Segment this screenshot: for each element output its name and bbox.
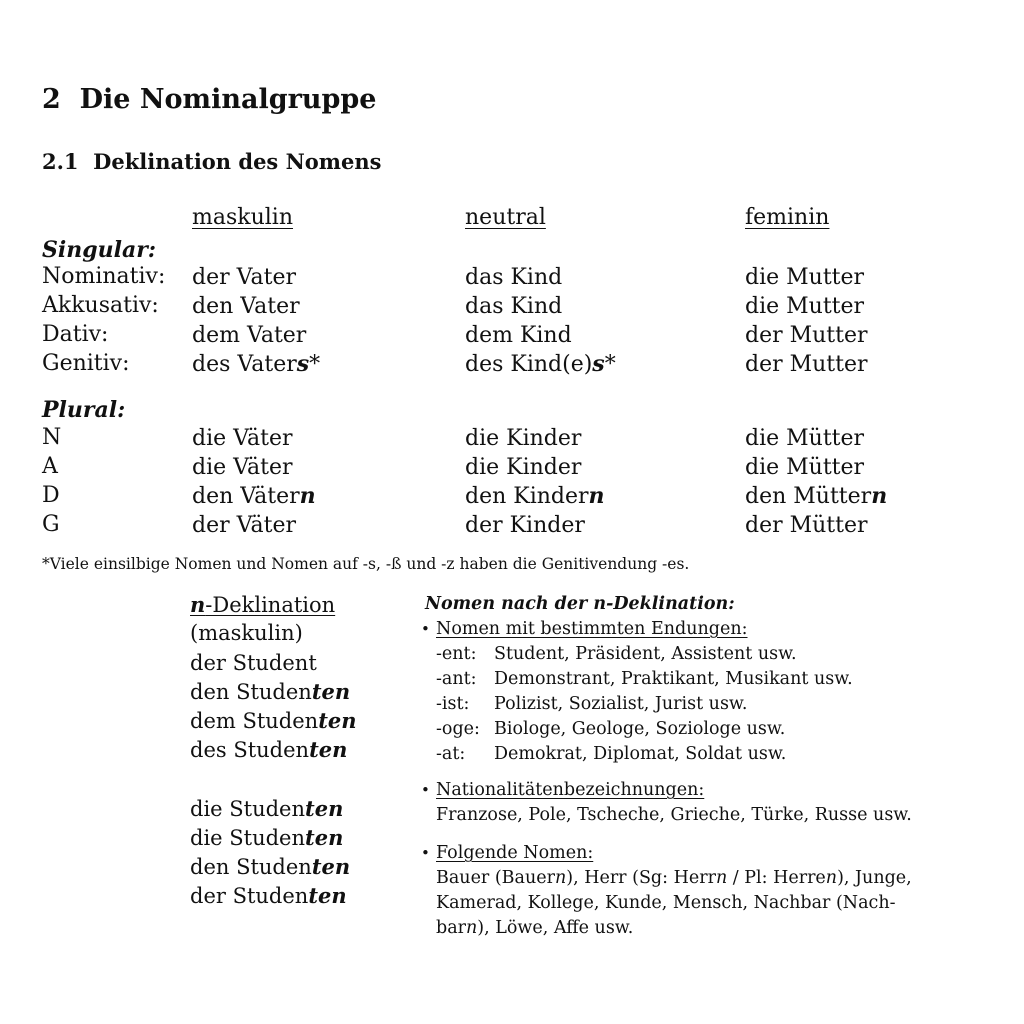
case-label: Nominativ: (42, 264, 166, 289)
noun-stem: das Kind (465, 294, 563, 319)
noun-stem: die Väter (192, 455, 293, 480)
noun-stem: der Väter (192, 513, 296, 538)
noun-ending: n (715, 868, 728, 888)
group-other-title: Folgende Nomen: (436, 843, 594, 863)
gender-header-masculine: maskulin (192, 205, 294, 230)
noun-form (465, 264, 562, 290)
noun-stem: des Vater (192, 352, 297, 377)
text-segment: / Pl: Herre (727, 868, 826, 888)
noun-ending: n (466, 918, 478, 938)
n-declension-gender: (maskulin) (190, 621, 303, 645)
text-segment: bar (436, 918, 467, 938)
case-label: Genitiv: (42, 351, 130, 376)
noun-stem: dem Vater (192, 323, 307, 348)
noun-ending: s (592, 351, 605, 377)
chapter-number: 2 (42, 84, 61, 115)
noun-form (465, 454, 581, 480)
noun-form (192, 512, 296, 538)
noun-ending: n (871, 483, 888, 509)
noun-stem: der Vater (192, 265, 296, 290)
noun-stem: den Mütter (745, 484, 872, 509)
noun-form (745, 454, 864, 480)
noun-form (192, 264, 296, 290)
n-declension-form (190, 825, 343, 850)
form-ending: ten (309, 737, 348, 762)
form-stem: der Studen (190, 884, 309, 908)
noun-form (745, 425, 864, 451)
noun-stem: den Vater (192, 294, 300, 319)
noun-stem: den Väter (192, 484, 300, 509)
n-declension-form (190, 796, 343, 821)
noun-stem: dem Kind (465, 323, 572, 348)
noun-stem: die Mütter (745, 426, 865, 451)
noun-form (465, 351, 616, 377)
form-stem: des Studen (190, 738, 310, 762)
noun-form (192, 293, 300, 319)
noun-ending: n (825, 868, 838, 888)
noun-form (465, 425, 581, 451)
form-ending: ten (318, 708, 357, 733)
group-nationalities-text: Franzose, Pole, Tscheche, Grieche, Türke, Russe usw. (436, 805, 912, 825)
noun-stem: die Mütter (745, 455, 865, 480)
noun-stem: der Mutter (745, 323, 868, 348)
section-heading (42, 149, 381, 174)
noun-stem: des Kind(e) (465, 352, 593, 377)
n-declension-form (190, 737, 347, 762)
n-nouns-title: Nomen nach der n-Deklination: (425, 594, 735, 614)
form-stem: der Student (190, 651, 317, 675)
form-stem: die Studen (190, 797, 306, 821)
noun-ending: s (296, 351, 310, 377)
noun-form (465, 322, 572, 348)
case-label: N (42, 425, 62, 450)
group-endings-title: Nomen mit bestimmten Endungen: (436, 619, 748, 639)
noun-stem: die Mutter (745, 294, 865, 319)
form-stem: dem Studen (190, 709, 319, 733)
noun-ending: n (554, 868, 567, 888)
case-label: A (42, 454, 58, 479)
n-declension-title-em: n (190, 592, 206, 617)
case-label: Dativ: (42, 322, 109, 347)
ending-examples: Student, Präsident, Assistent usw. (494, 644, 797, 664)
noun-ending: n (588, 483, 605, 509)
bullet-3: • (421, 844, 430, 862)
form-ending: ten (305, 825, 344, 850)
gender-header-neuter: neutral (465, 205, 546, 230)
text-segment: ), Herr (Sg: Herr (566, 868, 716, 888)
footnote-mark: * (309, 352, 321, 377)
footnote-mark: * (604, 352, 616, 377)
form-stem: den Studen (190, 855, 312, 879)
chapter-title: Die Nominalgruppe (79, 84, 377, 115)
noun-stem: der Kinder (465, 513, 585, 538)
noun-stem: der Mütter (745, 513, 868, 538)
text-segment: ), Junge, (837, 868, 912, 888)
noun-form (192, 454, 293, 480)
other-nouns-line (436, 918, 633, 938)
form-ending: ten (311, 679, 351, 704)
ending-examples: Biologe, Geologe, Soziologe usw. (494, 719, 786, 739)
noun-form (745, 322, 868, 348)
form-ending: ten (305, 796, 344, 821)
noun-stem: die Väter (192, 426, 293, 451)
noun-form (745, 293, 864, 319)
n-declension-form (190, 650, 317, 675)
n-declension-title-rest: -Deklination (205, 593, 336, 617)
section-number: 2.1 (42, 149, 79, 174)
ending-suffix: -at: (436, 744, 466, 764)
form-stem: den Studen (190, 680, 312, 704)
text-segment: ), Löwe, Affe usw. (477, 918, 634, 938)
noun-stem: den Kinder (465, 484, 589, 509)
ending-examples: Demonstrant, Praktikant, Musikant usw. (494, 669, 853, 689)
noun-form (192, 483, 316, 509)
noun-stem: der Mutter (745, 352, 868, 377)
noun-form (745, 264, 864, 290)
case-label: D (42, 483, 60, 508)
singular-label: Singular: (42, 237, 156, 263)
noun-form (745, 512, 868, 538)
ending-suffix: -oge: (436, 719, 480, 739)
ending-suffix: -ant: (436, 669, 477, 689)
noun-form (192, 322, 306, 348)
section-title: Deklination des Nomens (93, 149, 382, 174)
noun-form (745, 351, 868, 377)
text-segment: Bauer (Bauer (436, 868, 555, 888)
bullet-1: • (421, 620, 430, 638)
ending-examples: Polizist, Sozialist, Jurist usw. (494, 694, 748, 714)
noun-form (745, 483, 887, 509)
noun-form (192, 425, 293, 451)
noun-form (192, 351, 320, 377)
noun-form (465, 512, 585, 538)
n-declension-form (190, 883, 347, 908)
group-nationalities-title: Nationalitätenbezeichnungen: (436, 780, 705, 800)
form-ending: ten (308, 883, 347, 908)
form-stem: die Studen (190, 826, 306, 850)
form-ending: ten (311, 854, 351, 879)
noun-form (465, 293, 562, 319)
noun-form (465, 483, 605, 509)
ending-examples: Demokrat, Diplomat, Soldat usw. (494, 744, 787, 764)
footnote: *Viele einsilbige Nomen und Nomen auf -s, -ß und -z haben die Genitivendung -es. (42, 555, 690, 573)
text-segment: Kamerad, Kollege, Kunde, Mensch, Nachbar (Nach- (436, 893, 896, 913)
other-nouns-line (436, 868, 912, 888)
n-declension-form (190, 854, 350, 879)
n-declension-form (190, 708, 357, 733)
ending-suffix: -ent: (436, 644, 477, 664)
plural-label: Plural: (42, 397, 126, 423)
chapter-heading (42, 84, 376, 115)
noun-stem: das Kind (465, 265, 563, 290)
case-label: Akkusativ: (42, 293, 159, 318)
n-declension-title (190, 592, 335, 617)
bullet-2: • (421, 781, 430, 799)
n-declension-form (190, 679, 350, 704)
noun-stem: die Kinder (465, 455, 582, 480)
ending-suffix: -ist: (436, 694, 470, 714)
noun-stem: die Mutter (745, 265, 865, 290)
gender-header-feminine: feminin (745, 205, 830, 230)
case-label: G (42, 512, 60, 537)
noun-stem: die Kinder (465, 426, 582, 451)
other-nouns-line (436, 893, 896, 913)
noun-ending: n (299, 483, 316, 509)
